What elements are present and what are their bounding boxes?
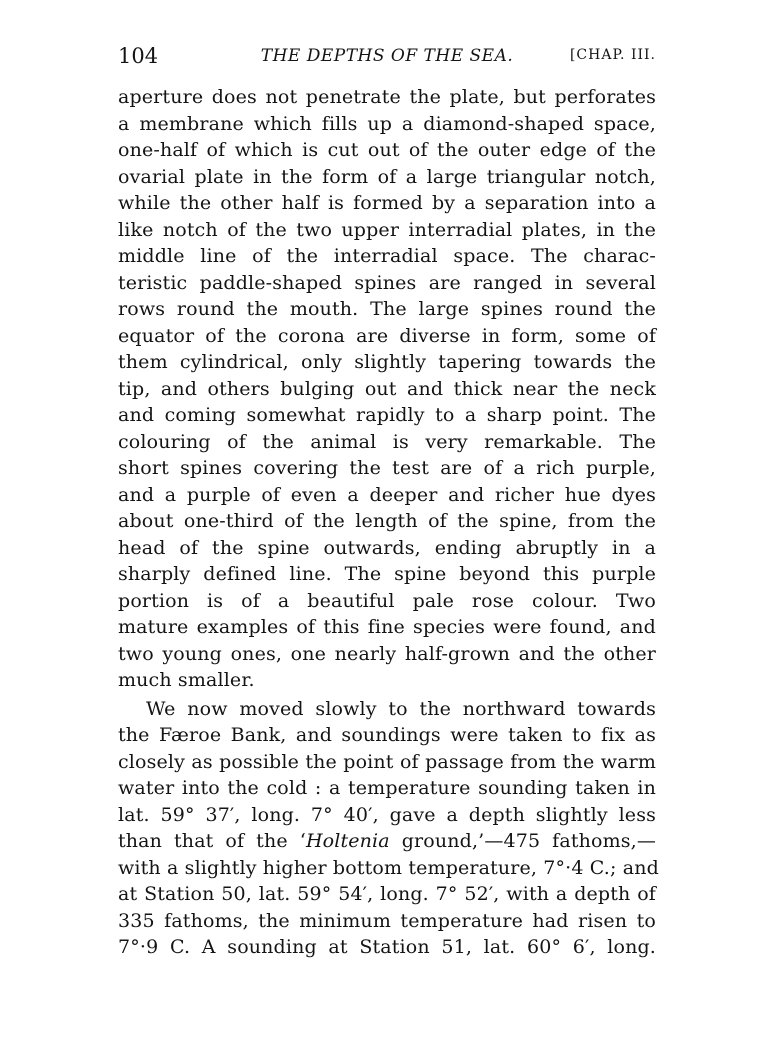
- text-line: colouring of the animal is very remarkable. The: [118, 430, 656, 453]
- paragraph-1: [118, 84, 656, 694]
- text-line: water into the cold : a temperature sounding taken in: [118, 777, 656, 799]
- text-line: sharply defined line. The spine beyond this purple: [118, 563, 656, 585]
- page-number: 104: [118, 44, 159, 68]
- text-line: aperture does not penetrate the plate, but perforates: [118, 86, 656, 108]
- text-line: with a slightly higher bottom temperature, 7°·4 C.; and: [118, 856, 659, 879]
- text-line: 7°·9 C. A sounding at Station 51, lat. 60° 6′, long.: [118, 936, 656, 958]
- text-line: ovarial plate in the form of a large triangular notch,: [118, 165, 656, 188]
- text-line: the Færoe Bank, and soundings were taken to fix as: [118, 724, 656, 746]
- text-line: We now moved slowly to the northward towards: [146, 697, 656, 720]
- running-title: THE DEPTHS OF THE SEA.: [260, 46, 514, 66]
- text-line: and a purple of even a deeper and richer hue dyes: [118, 483, 656, 506]
- text-line: two young ones, one nearly half-grown and the other: [118, 642, 656, 665]
- chapter-reference: [CHAP. III.: [569, 47, 656, 63]
- text-line: short spines covering the test are of a rich purple,: [118, 457, 656, 479]
- text-line: mature examples of this fine species were found, and: [118, 616, 656, 638]
- text-line: 335 fathoms, the minimum temperature had risen to: [118, 909, 656, 932]
- text-line: one-half of which is cut out of the outer edge of the: [118, 139, 656, 161]
- species-name: Holtenia: [305, 830, 390, 852]
- text-line: equator of the corona are diverse in form, some of: [118, 324, 656, 347]
- text-line: at Station 50, lat. 59° 54′, long. 7° 52′, with a depth of: [118, 883, 656, 905]
- text-line: much smaller.: [118, 669, 255, 691]
- text-line: lat. 59° 37′, long. 7° 40′, gave a depth slightly less: [118, 803, 656, 826]
- text-line: a membrane which fills up a diamond-shaped space,: [118, 112, 656, 135]
- text-line: them cylindrical, only slightly tapering towards the: [118, 351, 656, 373]
- text-line: than that of the ‘Holtenia ground,’—475 fathoms,—: [118, 830, 657, 852]
- text-line: head of the spine outwards, ending abruptly in a: [118, 536, 656, 559]
- text-line: portion is of a beautiful pale rose colour. Two: [118, 589, 656, 612]
- paragraph-2: [118, 696, 659, 961]
- text-line: while the other half is formed by a separation into a: [118, 192, 656, 214]
- text-line: teristic paddle-shaped spines are ranged in several: [118, 271, 656, 294]
- body-text: [118, 84, 659, 961]
- text-line: middle line of the interradial space. The charac-: [118, 245, 656, 267]
- text-line: closely as possible the point of passage from the warm: [118, 750, 656, 773]
- text-line: tip, and others bulging out and thick near the neck: [118, 377, 656, 400]
- text-line: rows round the mouth. The large spines round the: [118, 298, 656, 320]
- running-head: [118, 44, 656, 72]
- text-line: about one-third of the length of the spine, from the: [118, 510, 656, 532]
- text-line: like notch of the two upper interradial plates, in the: [118, 218, 656, 241]
- text-line: and coming somewhat rapidly to a sharp point. The: [118, 404, 656, 426]
